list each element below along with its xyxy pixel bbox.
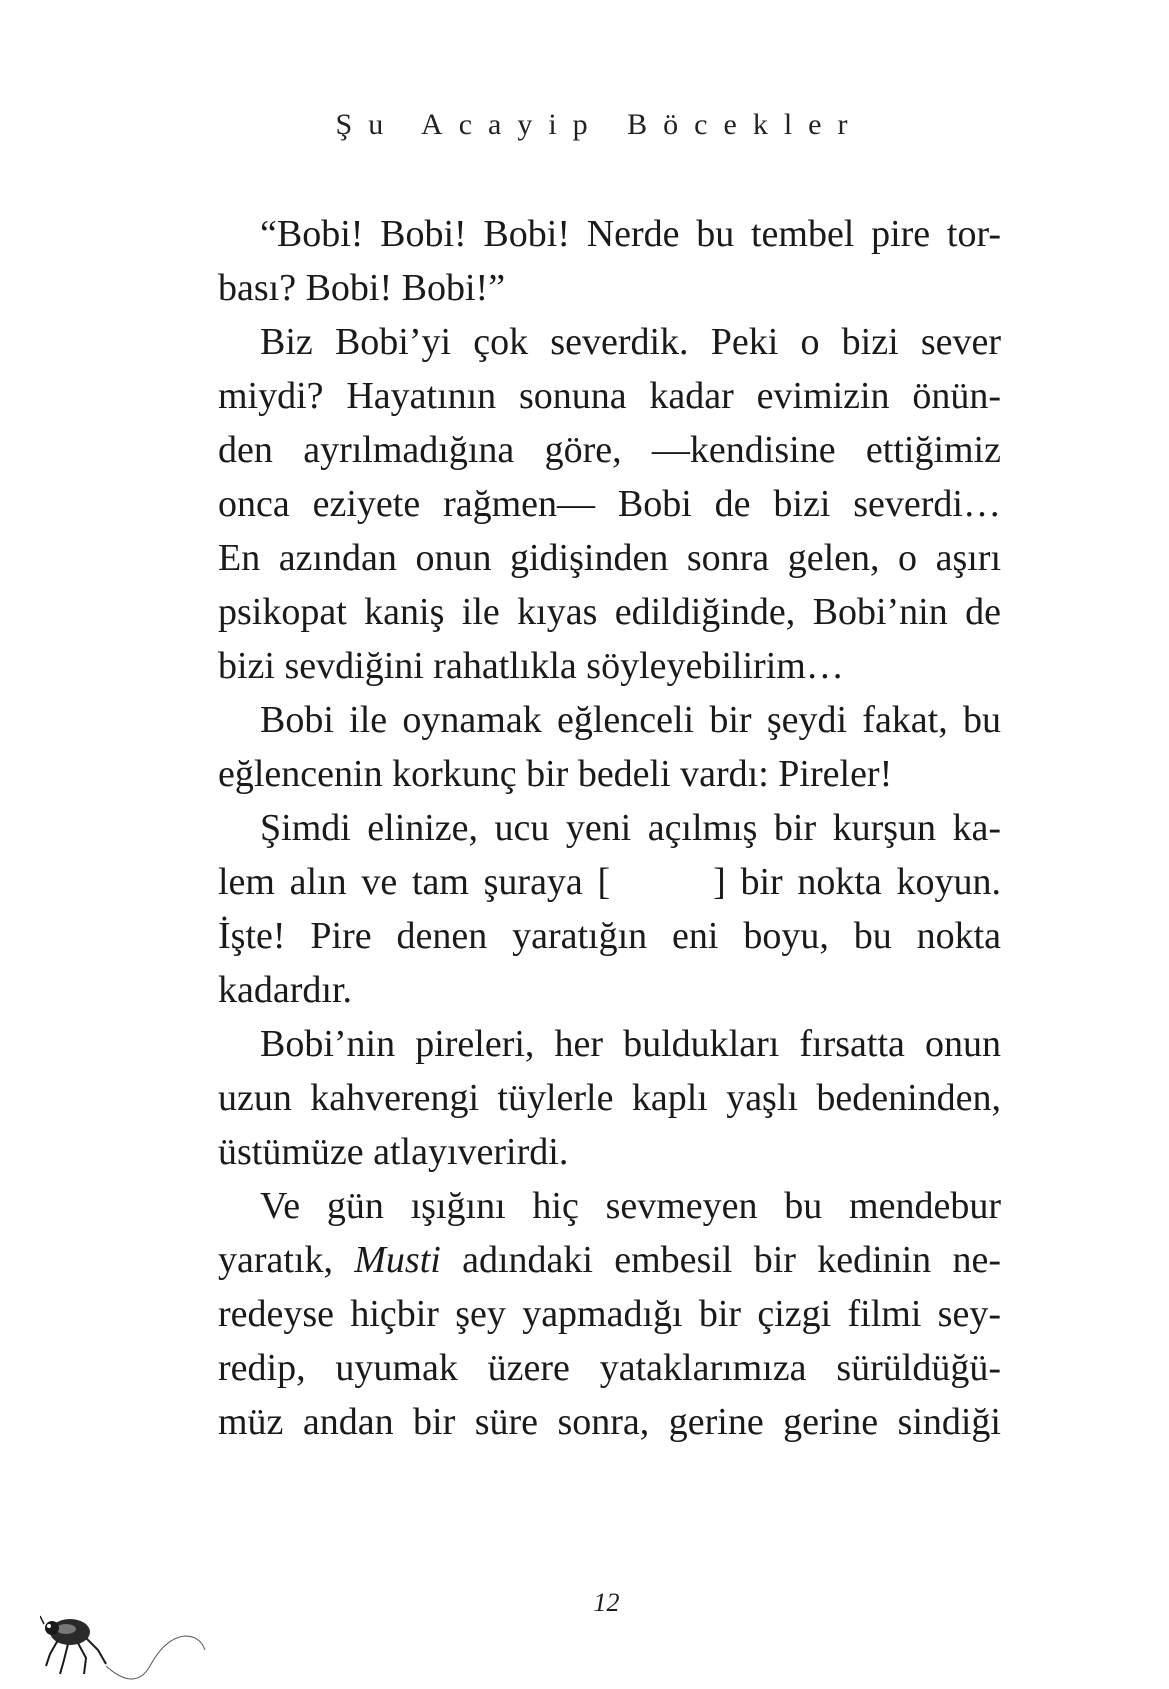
text-line: uzun kahverengi tüylerle kaplı yaşlı bedeninden,	[218, 1077, 1001, 1119]
running-head: Şu Acayip Böcekler	[335, 108, 864, 141]
text-line: Biz Bobi’yi çok severdik. Peki o bizi sever	[260, 321, 1001, 363]
text-line: psikopat kaniş ile kıyas edildiğinde, Bobi’nin de	[218, 591, 1001, 633]
page-number: 12	[593, 1588, 620, 1617]
text-line: miydi? Hayatının sonuna kadar evimizin önün-	[218, 375, 1001, 417]
paragraph-4	[218, 801, 1001, 1017]
text-line: müz andan bir süre sonra, gerine gerine sindiği	[218, 1401, 1001, 1443]
text-line: Şimdi elinize, ucu yeni açılmış bir kurşun ka-	[260, 807, 1001, 849]
text-line: redip, uyumak üzere yataklarımıza sürüldüğü-	[218, 1347, 1001, 1389]
text-line: redeyse hiçbir şey yapmadığı bir çizgi filmi sey-	[218, 1293, 1001, 1335]
paragraph-6	[218, 1179, 1001, 1449]
text-line: eğlencenin korkunç bir bedeli vardı: Pireler!	[218, 753, 893, 795]
text-line: onca eziyete rağmen— Bobi de bizi severdi…	[218, 483, 1001, 525]
text-line: bası? Bobi! Bobi!”	[218, 267, 506, 309]
text-line-with-italic: yaratık, Musti adındaki embesil bir kedinin ne-	[218, 1239, 1001, 1281]
text-line: “Bobi! Bobi! Bobi! Nerde bu tembel pire tor-	[260, 213, 1001, 255]
text-line: kadardır.	[218, 969, 353, 1011]
paragraph-1	[218, 207, 1001, 315]
paragraph-3	[218, 693, 1001, 801]
flea-illustration-icon	[40, 1604, 215, 1689]
italic-word: Musti	[354, 1239, 441, 1281]
text-line: den ayrılmadığına göre, —kendisine ettiğimiz	[218, 429, 1001, 471]
paragraph-2	[218, 315, 1001, 693]
text-line: üstümüze atlayıverirdi.	[218, 1131, 569, 1173]
text-line: Ve gün ışığını hiç sevmeyen bu mendebur	[260, 1185, 1001, 1227]
text-line: Bobi ile oynamak eğlenceli bir şeydi fakat, bu	[260, 699, 1001, 741]
text-line: En azından onun gidişinden sonra gelen, o aşırı	[218, 537, 1001, 579]
text-line: bizi sevdiğini rahatlıkla söyleyebilirim…	[218, 645, 844, 687]
text-line: lem alın ve tam şuraya [ ] bir nokta koyun.	[218, 861, 1001, 903]
paragraph-5	[218, 1017, 1001, 1179]
text-line: İşte! Pire denen yaratığın eni boyu, bu nokta	[218, 915, 1001, 957]
text-line: Bobi’nin pireleri, her buldukları fırsatta onun	[260, 1023, 1001, 1065]
body-text	[218, 207, 1001, 1449]
